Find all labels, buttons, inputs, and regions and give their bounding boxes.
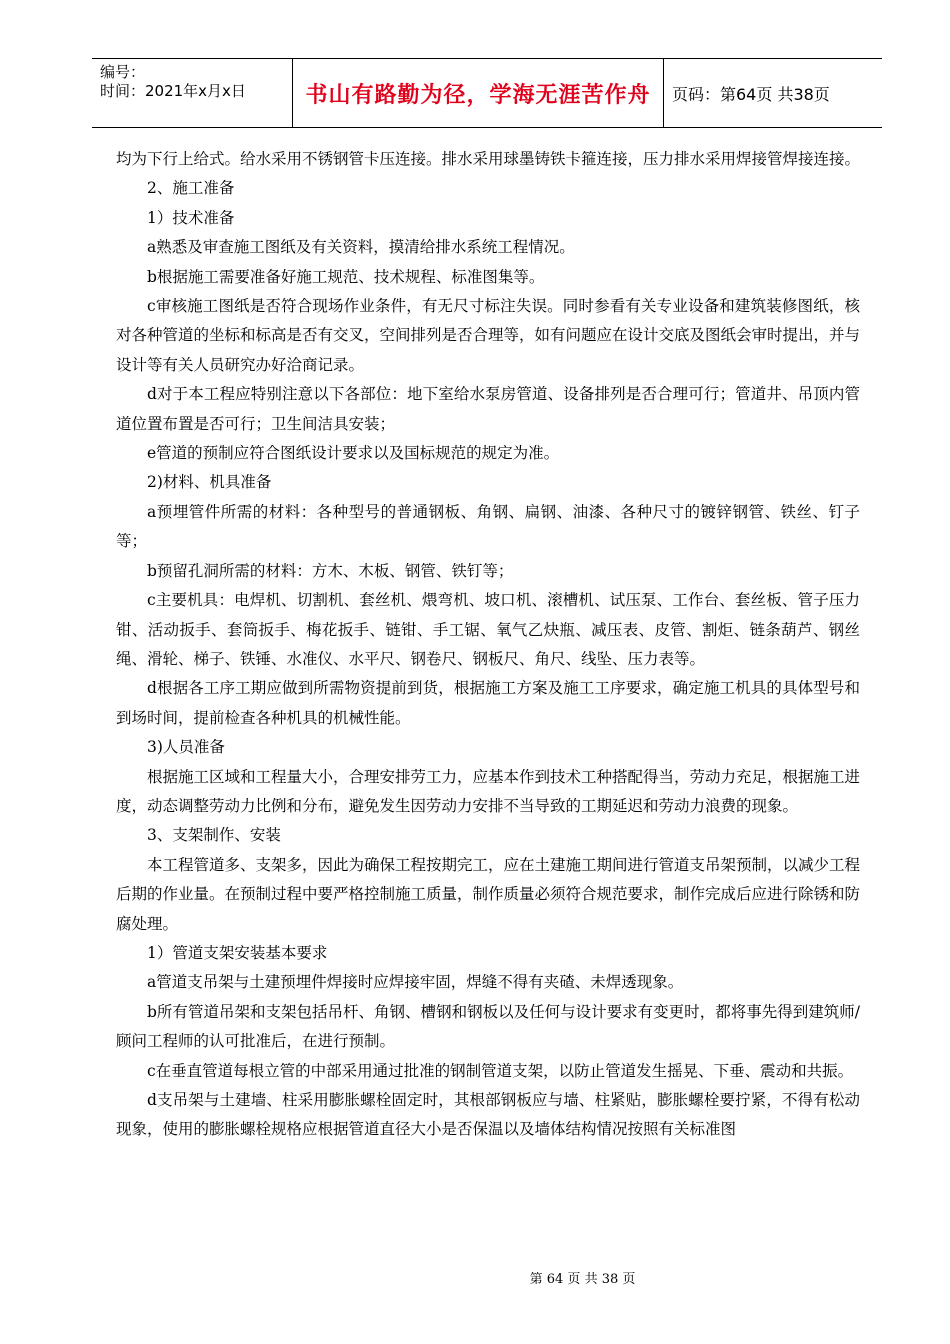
document-body (116, 145, 860, 1145)
number-label: 编号： (100, 63, 146, 81)
subsection-heading: 1）管道支架安装基本要求 (147, 943, 328, 962)
paragraph: 均为下行上给式。给水采用不锈钢管卡压连接。排水采用球墨铸铁卡箍连接，压力排水采用焊接管焊接连接。 (116, 150, 861, 168)
paragraph: c主要机具：电焊机、切割机、套丝机、煨弯机、坡口机、滚槽机、试压泵、工作台、套丝板、管子压力钳、活动扳手、套筒扳手、梅花扳手、链钳、手工锯、氧气乙炔瓶、减压表、皮管、割炬、链条葫芦、钢丝绳、滑轮、梯子、铁锤、水准仪、水平尺、钢卷尺、钢板尺、角尺、线坠、压力表等。 (116, 591, 860, 668)
paragraph: 根据施工区域和工程量大小，合理安排劳工力，应基本作到技术工种搭配得当，劳动力充足，根据施工进度，动态调整劳动力比例和分布，避免发生因劳动力安排不当导致的工期延迟和劳动力浪费的现象。 (116, 767, 861, 815)
paragraph: a预埋管件所需的材料：各种型号的普通钢板、角钢、扁钢、油漆、各种尺寸的镀锌钢管、铁丝、钉子等； (116, 502, 860, 551)
subsection-heading: 3)人员准备 (147, 738, 225, 757)
paragraph: d对于本工程应特别注意以下各部位：地下室给水泵房管道、设备排列是否合理可行；管道井、吊顶内管道位置布置是否可行；卫生间洁具安装； (116, 385, 860, 433)
paragraph: d支吊架与土建墙、柱采用膨胀螺栓固定时，其根部钢板应与墙、柱紧贴，膨胀螺栓要拧紧，不得有松动现象，使用的膨胀螺栓规格应根据管道直径大小是否保温以及墙体结构情况按照有关标准图 (116, 1091, 860, 1139)
header-meta (92, 59, 292, 127)
page-header (92, 58, 882, 128)
time-label: 时间：2021年x月x日 (100, 82, 246, 100)
paragraph: a管道支吊架与土建预埋件焊接时应焊接牢固，焊缝不得有夹碴、未焊透现象。 (147, 973, 684, 992)
subsection-heading: 1）技术准备 (147, 208, 235, 227)
paragraph: c在垂直管道每根立管的中部采用通过批准的钢制管道支架，以防止管道发生摇晃、下垂、震动和共振。 (147, 1061, 854, 1080)
section-heading: 2、施工准备 (147, 179, 235, 198)
header-motto-cell (292, 59, 664, 127)
footer-page-number: 第 64 页 共 38 页 (529, 1272, 636, 1287)
section-heading: 3、支架制作、安装 (147, 826, 281, 845)
subsection-heading: 2)材料、机具准备 (147, 473, 272, 492)
paragraph: d根据各工序工期应做到所需物资提前到货，根据施工方案及施工工序要求，确定施工机具的具体型号和到场时间，提前检查各种机具的机械性能。 (116, 679, 860, 727)
paragraph: e管道的预制应符合图纸设计要求以及国标规范的规定为准。 (147, 444, 560, 463)
paragraph: b根据施工需要准备好施工规范、技术规程、标准图集等。 (147, 267, 545, 286)
paragraph: 本工程管道多、支架多，因此为确保工程按期完工，应在土建施工期间进行管道支吊架预制，以减少工程后期的作业量。在预制过程中要严格控制施工质量，制作质量必须符合规范要求，制作完成后应进行除锈和防腐处理。 (116, 855, 861, 933)
paragraph: b所有管道吊架和支架包括吊杆、角钢、槽钢和钢板以及任何与设计要求有变更时，都将事先得到建筑师/顾问工程师的认可批准后，在进行预制。 (116, 1002, 860, 1051)
paragraph: b预留孔洞所需的材料：方木、木板、钢管、铁钉等； (147, 561, 514, 580)
paragraph: c审核施工图纸是否符合现场作业条件，有无尺寸标注失误。同时参看有关专业设备和建筑装修图纸，核对各种管道的坐标和标高是否有交叉，空间排列是否合理等，如有问题应在设计交底及图纸会审时提出，并与设计等有关人员研究办好洽商记录。 (116, 297, 861, 374)
page-footer (0, 1268, 950, 1287)
motto-text: 书山有路勤为径，学海无涯苦作舟 (305, 82, 651, 108)
header-page-info-cell (664, 59, 882, 127)
page-info: 页码：第64页 共38页 (672, 84, 830, 104)
paragraph: a熟悉及审查施工图纸及有关资料，摸清给排水系统工程情况。 (147, 238, 575, 257)
